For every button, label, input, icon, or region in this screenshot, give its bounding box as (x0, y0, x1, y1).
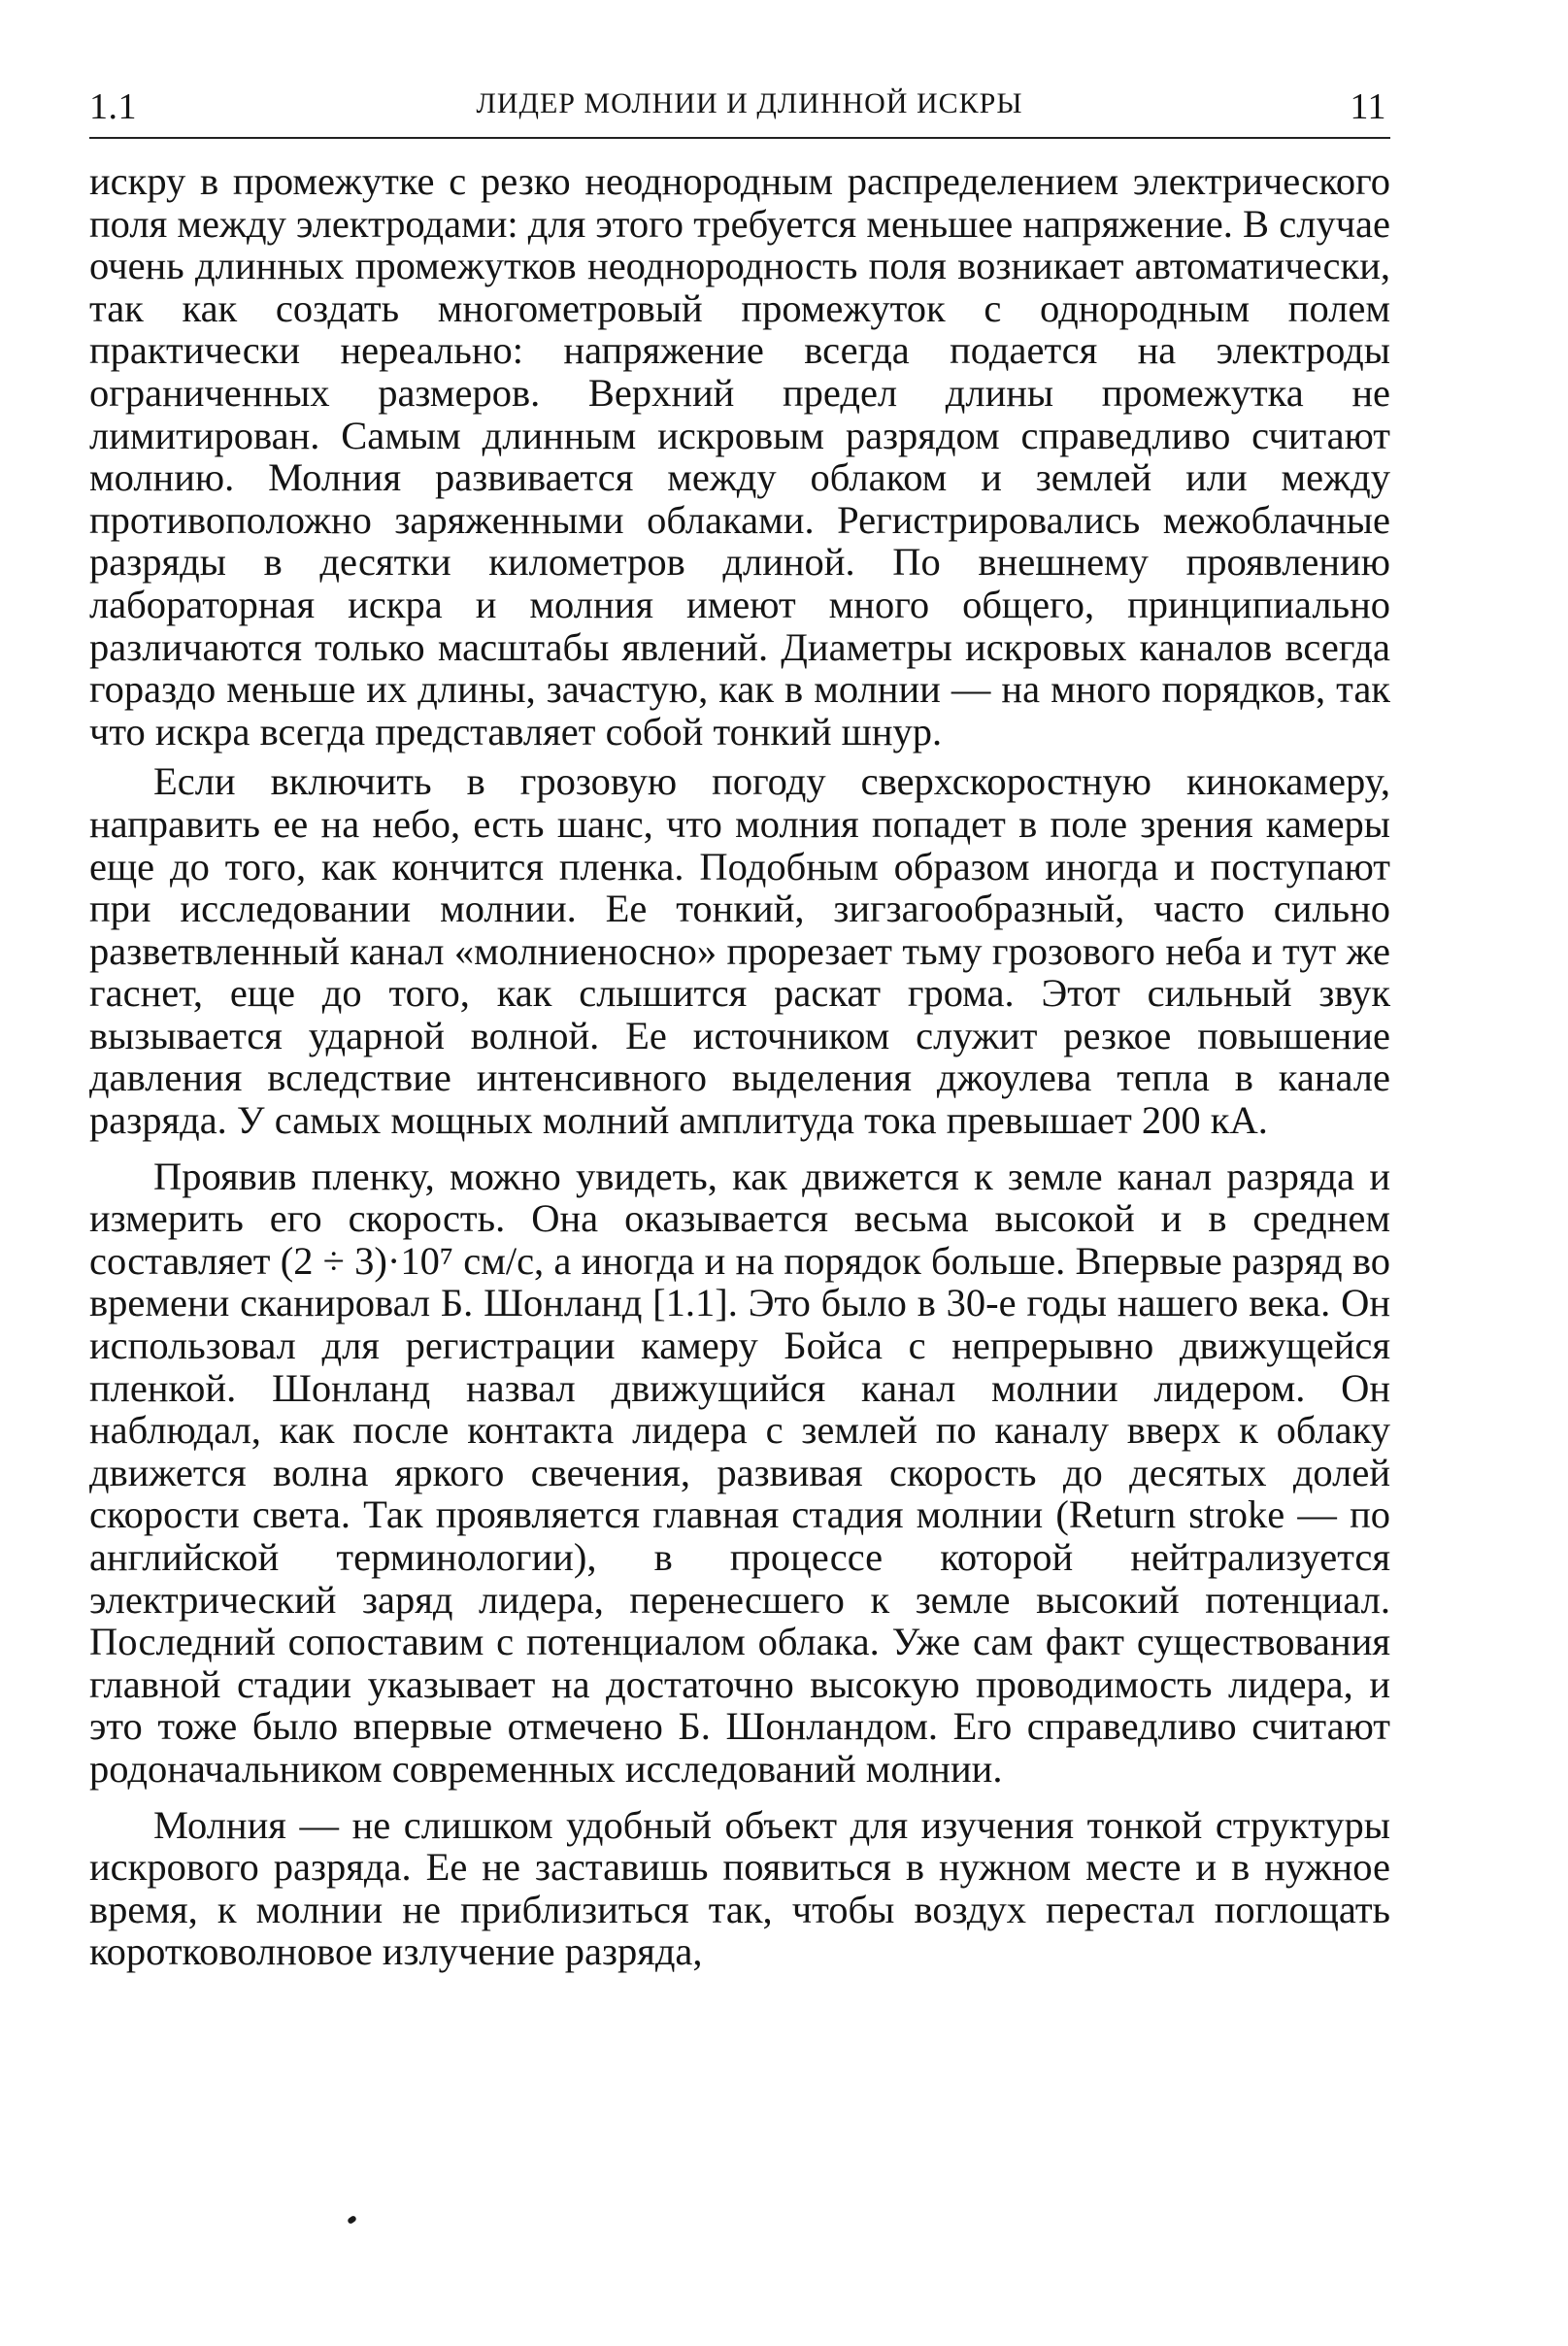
paragraph-3: Проявив пленку, можно увидеть, как движется к земле канал разряда и измерить его скорость. Она оказывается весьма высокой и в среднем составляет (2 ÷ 3)·10⁷ см/с, а иногда и на порядок больше. Впервые разряд во времени сканировал Б. Шонланд [1.1]. Это было в 30-е годы нашего века. Он использовал для регистрации камеру Бойса с непрерывно движущейся пленкой. Шонланд назвал движущийся канал молнии лидером. Он наблюдал, как после контакта лидера с землей по каналу вверх к облаку движется волна яркого свечения, развивая скорость до десятых долей скорости света. Так проявляется главная стадия молнии (Return stroke — по английской терминологии), в процессе которой нейтрализуется электрический заряд лидера, перенесшего к земле высокий потенциал. Последний сопоставим с потенциалом облака. Уже сам факт существования главной стадии указывает на достаточно высокую проводимость лидера, и это тоже было впервые отмечено Б. Шонландом. Его справедливо считают родоначальником современных исследований молнии. (89, 1154, 1390, 1791)
page-number: 11 (1350, 86, 1386, 127)
chapter-title: ЛИДЕР МОЛНИИ И ДЛИННОЙ ИСКРЫ (476, 87, 1023, 119)
header-rule (89, 137, 1390, 139)
paragraph-4: Молния — не слишком удобный объект для изучения тонкой структуры искрового разряда. Ее не заставишь появиться в нужном месте и в нужное время, к молнии не приблизиться так, чтобы воздух перестал поглощать коротковолновое излучение разряда, (89, 1802, 1390, 1974)
body-text (89, 160, 1390, 1973)
paragraph-1: искру в промежутке с резко неоднородным распределением электрического поля между электродами: для этого требуется меньшее напряжение. В случае очень длинных промежутков неоднородность поля возникает автоматически, так как создать многометровый промежуток с однородным полем практически нереально: напряжение всегда подается на электроды ограниченных размеров. Верхний предел длины промежутка не лимитирован. Самым длинным искровым разрядом справедливо считают молнию. Молния развивается между облаком и землей или между противоположно заряженными облаками. Регистрировались межоблачные разряды в десятки километров длиной. По внешнему проявлению лабораторная искра и молния имеют много общего, принципиально различаются только масштабы явлений. Диаметры искровых каналов всегда гораздо меньше их длины, зачастую, как в молнии — на много порядков, так что искра всегда представляет собой тонкий шнур. (89, 159, 1390, 754)
paragraph-2: Если включить в грозовую погоду сверхскоростную кинокамеру, направить ее на небо, есть шанс, что молния попадет в поле зрения камеры еще до того, как кончится пленка. Подобным образом иногда и поступают при исследовании молнии. Ее тонкий, зигзагообразный, часто сильно разветвленный канал «молниеносно» прорезает тьму грозового неба и тут же гаснет, еще до того, как слышится раскат грома. Этот сильный звук вызывается ударной волной. Ее источником служит резкое повышение давления вследствие интенсивного выделения джоулева тепла в канале разряда. У самых мощных молний амплитуда тока превышает 200 кА. (89, 759, 1390, 1143)
ink-speck (347, 2215, 357, 2225)
section-number: 1.1 (89, 86, 137, 127)
running-header (89, 68, 1410, 126)
